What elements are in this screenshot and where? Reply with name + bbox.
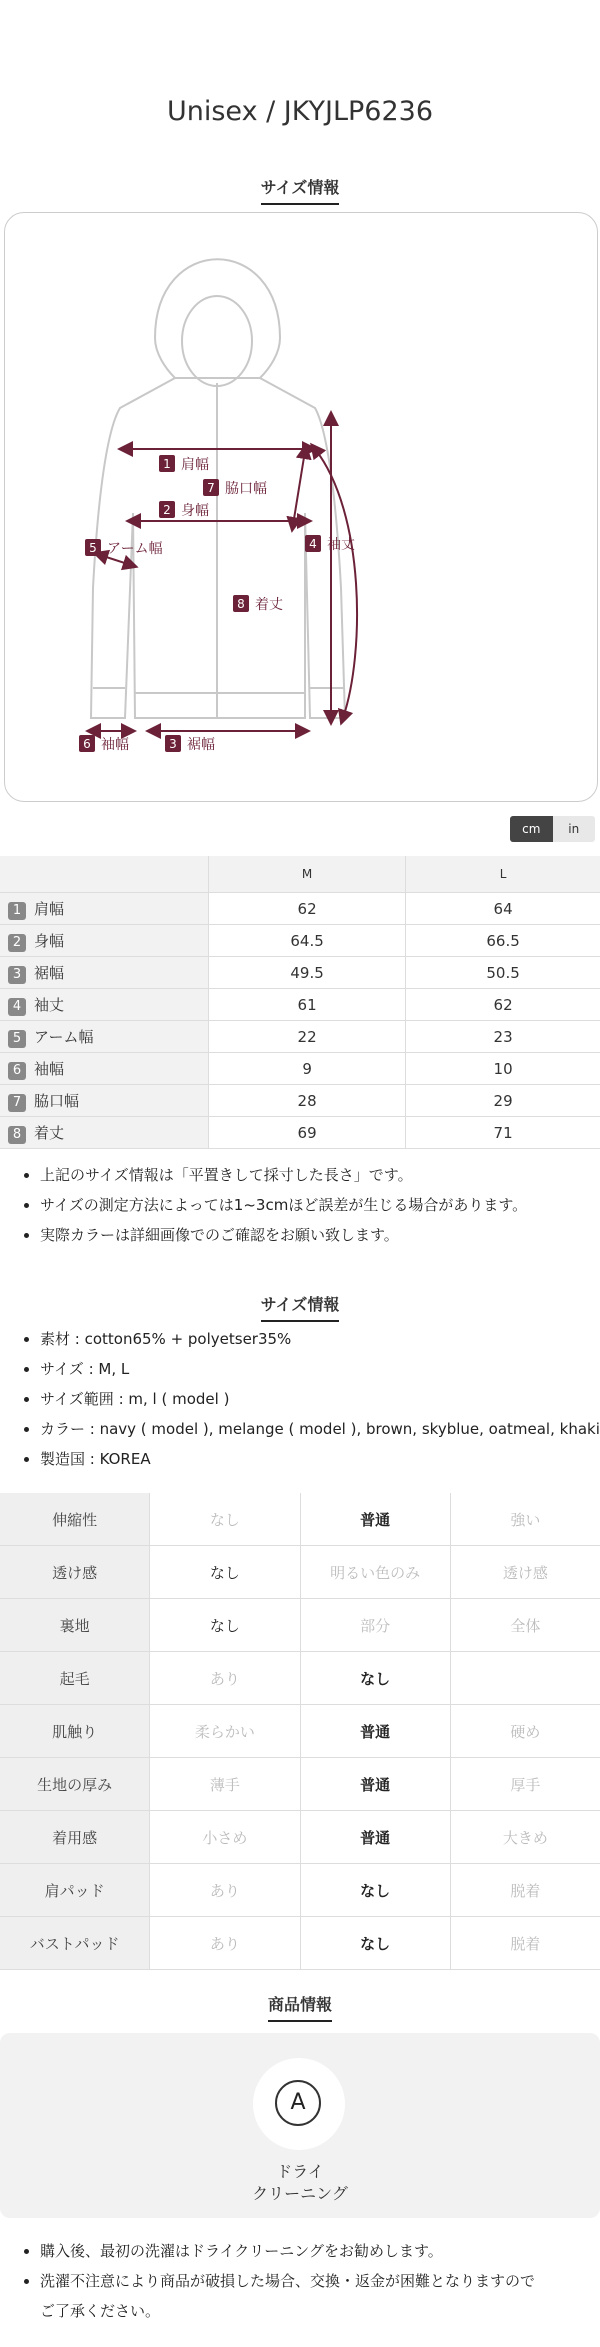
diagram-label-hem (165, 735, 215, 753)
row-label: 身幅 (34, 931, 65, 950)
row-label: 裾幅 (34, 963, 65, 982)
list-item: • 洗濯不注意により商品が破損した場合、交換・返金が困難となりますので ご了承ください。 (40, 2266, 600, 2326)
svg-text:2: 2 (163, 503, 171, 517)
feature-label: 起毛 (0, 1652, 150, 1705)
list-item: • 購入後、最初の洗濯はドライクリーニングをお勧めします。 (40, 2236, 600, 2266)
diagram-label-sleeve-length (305, 535, 355, 553)
product-section-title: 商品情報 (0, 1992, 600, 2022)
feature-option: 部分 (300, 1599, 450, 1652)
diagram-label-shoulder (159, 455, 209, 473)
svg-text:脇口幅: 脇口幅 (225, 481, 267, 497)
table-row (0, 1085, 600, 1117)
diagram-label-arm-width (85, 539, 163, 557)
diagram-label-chest (159, 501, 209, 519)
table-row (0, 1493, 600, 1546)
svg-text:着丈: 着丈 (255, 597, 283, 613)
table-row (0, 1917, 600, 1970)
size-value-m: 61 (209, 989, 406, 1021)
feature-option: 普通 (300, 1758, 450, 1811)
spec-section-title: サイズ情報 (0, 1292, 600, 1322)
size-value-l: 71 (406, 1117, 600, 1149)
row-label: 袖幅 (34, 1059, 65, 1078)
size-value-m: 9 (209, 1053, 406, 1085)
size-value-l: 64 (406, 893, 600, 925)
feature-option: 硬め (450, 1705, 600, 1758)
svg-text:身幅: 身幅 (181, 503, 209, 519)
size-value-m: 62 (209, 893, 406, 925)
diagram-label-armhole (203, 479, 267, 497)
row-number: 7 (8, 1094, 26, 1112)
table-row (0, 1864, 600, 1917)
feature-option: 柔らかい (150, 1705, 300, 1758)
feature-label: 肩パッド (0, 1864, 150, 1917)
feature-option: あり (150, 1864, 300, 1917)
row-number: 3 (8, 966, 26, 984)
feature-option: あり (150, 1652, 300, 1705)
feature-option: 普通 (300, 1705, 450, 1758)
size-section-title: サイズ情報 (0, 175, 600, 205)
feature-option: 脱着 (450, 1917, 600, 1970)
table-row (0, 1758, 600, 1811)
size-header-m: M (209, 856, 406, 893)
care-notes (18, 2236, 600, 2326)
table-row (0, 1117, 600, 1149)
feature-label: 裏地 (0, 1599, 150, 1652)
table-row (0, 989, 600, 1021)
size-value-l: 62 (406, 989, 600, 1021)
list-item: • サイズの測定方法によっては1~3cmほど誤差が生じる場合があります。 (40, 1190, 527, 1220)
feature-option: 小さめ (150, 1811, 300, 1864)
feature-option: なし (300, 1652, 450, 1705)
care-box (0, 2033, 600, 2218)
feature-option: なし (150, 1493, 300, 1546)
diagram-label-cuff (79, 735, 129, 753)
feature-label: 透け感 (0, 1546, 150, 1599)
table-row (0, 1811, 600, 1864)
feature-option: 全体 (450, 1599, 600, 1652)
feature-option: 脱着 (450, 1864, 600, 1917)
feature-label: 着用感 (0, 1811, 150, 1864)
row-label: 肩幅 (34, 899, 65, 918)
table-row (0, 1599, 600, 1652)
feature-label: 生地の厚み (0, 1758, 150, 1811)
size-table-header (0, 856, 600, 893)
svg-text:袖丈: 袖丈 (327, 537, 355, 553)
dry-clean-icon: A (275, 2080, 321, 2126)
svg-text:1: 1 (163, 457, 171, 471)
diagram-label-length (233, 595, 283, 613)
size-value-l: 66.5 (406, 925, 600, 957)
size-diagram (4, 212, 598, 802)
svg-text:6: 6 (83, 737, 91, 751)
size-table (0, 856, 600, 1149)
list-item: • カラー : navy ( model ), melange ( model ), brown, skyblue, oatmeal, khaki (40, 1414, 600, 1444)
feature-option (450, 1652, 600, 1705)
svg-text:袖幅: 袖幅 (101, 737, 129, 753)
feature-option: 大きめ (450, 1811, 600, 1864)
size-value-m: 49.5 (209, 957, 406, 989)
product-title: Unisex / JKYJLP6236 (166, 96, 434, 127)
feature-option: 明るい色のみ (300, 1546, 450, 1599)
table-row (0, 1546, 600, 1599)
row-label: アーム幅 (34, 1027, 94, 1046)
feature-table (0, 1493, 600, 1970)
size-value-m: 22 (209, 1021, 406, 1053)
feature-option: なし (300, 1864, 450, 1917)
svg-text:裾幅: 裾幅 (187, 737, 215, 753)
care-symbol-circle (253, 2058, 345, 2150)
row-number: 2 (8, 934, 26, 952)
row-number: 6 (8, 1062, 26, 1080)
jacket-diagram (5, 213, 597, 801)
list-item: • 素材 : cotton65% + polyetser35% (40, 1324, 600, 1354)
table-row (0, 1652, 600, 1705)
list-item: • サイズ範囲 : m, l ( model ) (40, 1384, 600, 1414)
table-row (0, 1021, 600, 1053)
unit-in-button[interactable]: in (568, 822, 580, 836)
feature-option: 厚手 (450, 1758, 600, 1811)
size-value-l: 10 (406, 1053, 600, 1085)
row-label: 着丈 (34, 1123, 65, 1142)
unit-cm-button[interactable]: cm (510, 816, 553, 842)
feature-label: 伸縮性 (0, 1493, 150, 1546)
feature-option: 透け感 (450, 1546, 600, 1599)
feature-label: 肌触り (0, 1705, 150, 1758)
care-label: ドライ クリーニング (252, 2162, 348, 2203)
svg-text:肩幅: 肩幅 (181, 457, 209, 473)
row-number: 5 (8, 1030, 26, 1048)
table-row (0, 893, 600, 925)
list-item: • 製造国 : KOREA (40, 1444, 600, 1474)
feature-option: あり (150, 1917, 300, 1970)
size-value-l: 23 (406, 1021, 600, 1053)
size-table-corner (0, 856, 209, 893)
row-number: 1 (8, 902, 26, 920)
row-number: 4 (8, 998, 26, 1016)
svg-text:8: 8 (237, 597, 245, 611)
list-item: • 実際カラーは詳細画像でのご確認をお願い致します。 (40, 1220, 527, 1250)
feature-option: 強い (450, 1493, 600, 1546)
feature-option: 普通 (300, 1811, 450, 1864)
feature-option: なし (150, 1546, 300, 1599)
table-row (0, 925, 600, 957)
table-row (0, 957, 600, 989)
feature-option: 薄手 (150, 1758, 300, 1811)
unit-toggle (510, 816, 595, 842)
list-item: • 上記のサイズ情報は「平置きして採寸した長さ」です。 (40, 1160, 527, 1190)
row-number: 8 (8, 1126, 26, 1144)
svg-text:3: 3 (169, 737, 177, 751)
size-value-m: 28 (209, 1085, 406, 1117)
row-label: 袖丈 (34, 995, 65, 1014)
svg-text:アーム幅: アーム幅 (107, 541, 163, 557)
row-label: 脇口幅 (34, 1091, 80, 1110)
feature-option: なし (150, 1599, 300, 1652)
feature-label: バストパッド (0, 1917, 150, 1970)
list-item: • サイズ : M, L (40, 1354, 600, 1384)
feature-option: 普通 (300, 1493, 450, 1546)
svg-text:5: 5 (89, 541, 97, 555)
feature-option: なし (300, 1917, 450, 1970)
size-header-l: L (406, 856, 600, 893)
table-row (0, 1705, 600, 1758)
size-notes (18, 1160, 527, 1250)
spec-list (18, 1324, 600, 1474)
size-value-m: 64.5 (209, 925, 406, 957)
svg-text:4: 4 (309, 537, 317, 551)
svg-text:7: 7 (207, 481, 215, 495)
table-row (0, 1053, 600, 1085)
size-value-m: 69 (209, 1117, 406, 1149)
size-value-l: 29 (406, 1085, 600, 1117)
size-value-l: 50.5 (406, 957, 600, 989)
